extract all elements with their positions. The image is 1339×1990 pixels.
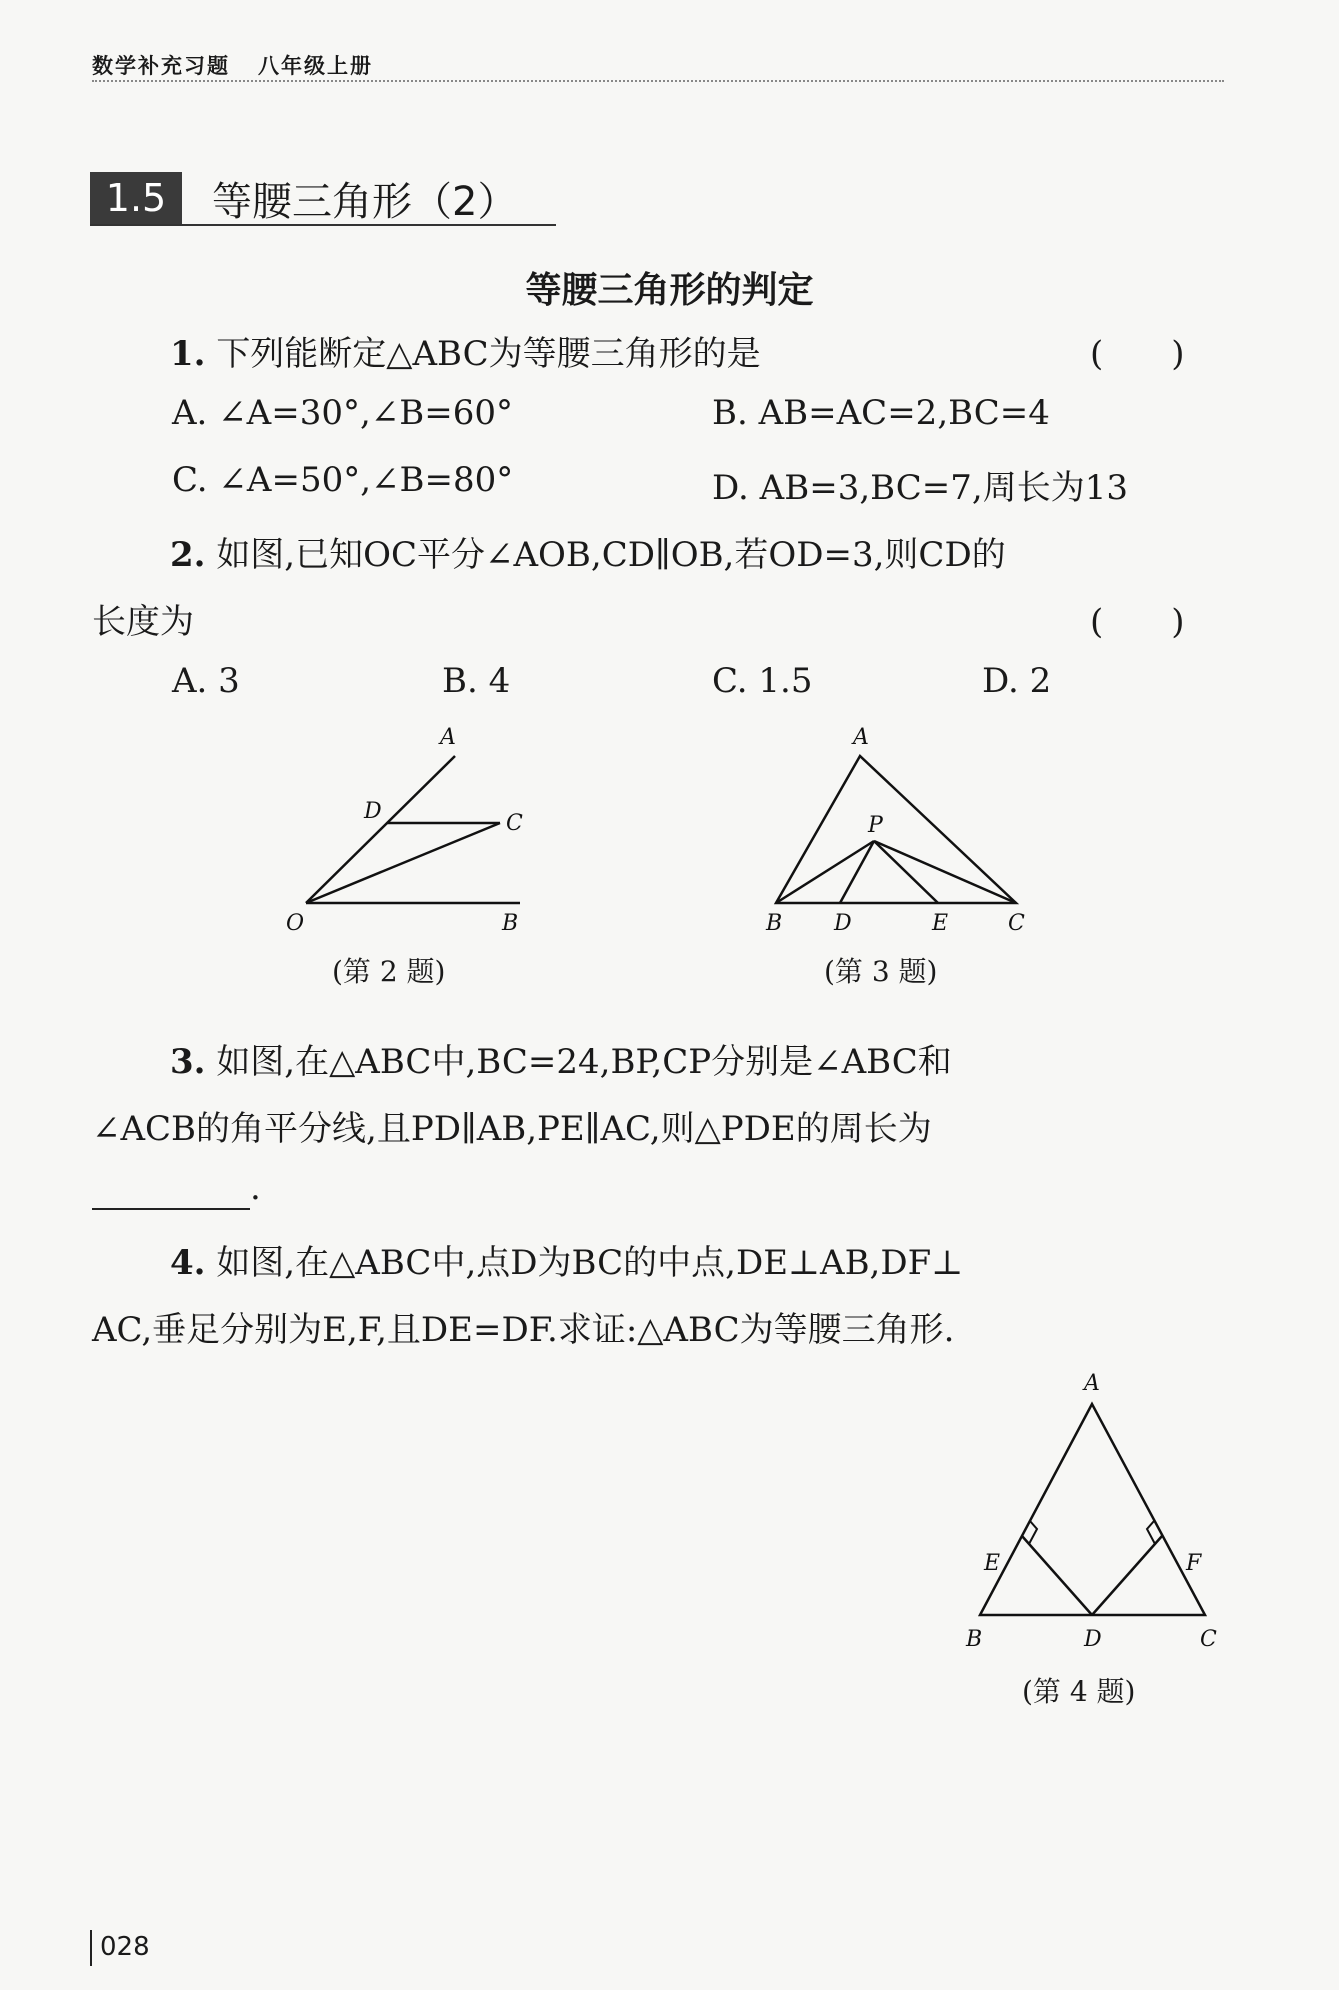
section-underline <box>90 224 556 226</box>
fig3-label-c: C <box>1008 911 1025 936</box>
q2-text: 如图,已知OC平分∠AOB,CD∥OB,若OD=3,则CD的 <box>216 535 1006 575</box>
fig4-label-f: F <box>1186 1551 1202 1576</box>
q2-number: 2. <box>170 535 206 575</box>
section-number: 1.5 <box>90 172 182 224</box>
q3-stem-line2: ∠ACB的角平分线,且PD∥AB,PE∥AC,则△PDE的周长为 <box>92 1109 932 1149</box>
fig3-label-d: D <box>834 911 852 936</box>
page-number-bar <box>90 1930 92 1966</box>
q3-text: 如图,在△ABC中,BC=24,BP,CP分别是∠ABC和 <box>216 1042 952 1082</box>
q3-number: 3. <box>170 1042 206 1082</box>
q1-number: 1. <box>170 334 206 374</box>
fig2-label-c: C <box>506 811 523 836</box>
fig4-label-d: D <box>1084 1627 1102 1652</box>
q1-option-c: C. ∠A=50°,∠B=80° <box>172 460 514 500</box>
q1-stem <box>170 326 761 375</box>
q1-option-b: B. AB=AC=2,BC=4 <box>712 393 1050 433</box>
q2-option-a: A. 3 <box>172 661 240 701</box>
q3-stem <box>170 1034 952 1083</box>
q2-option-d: D. 2 <box>982 661 1052 701</box>
q2-option-c: C. 1.5 <box>712 661 813 701</box>
q4-number: 4. <box>170 1243 206 1283</box>
q4-stem <box>170 1235 963 1284</box>
fig3-caption: (第 3 题) <box>824 955 938 988</box>
q2-answer-paren: ( ) <box>1090 602 1185 642</box>
fig4-triangle-abc <box>980 1404 1205 1615</box>
q3-period: . <box>250 1168 261 1208</box>
fig3-label-e: E <box>932 911 949 936</box>
fig4-label-c: C <box>1200 1627 1217 1652</box>
running-header <box>92 50 373 80</box>
q3-answer-line <box>92 1168 261 1210</box>
header-grade: 八年级上册 <box>258 54 373 78</box>
fig2-caption: (第 2 题) <box>332 955 446 988</box>
header-divider <box>92 80 1224 82</box>
fig4-right-angle-e <box>1029 1521 1037 1544</box>
q4-text: 如图,在△ABC中,点D为BC的中点,DE⊥AB,DF⊥ <box>216 1243 964 1283</box>
section-title: 等腰三角形（2） <box>212 179 518 225</box>
page-number: 028 <box>100 1932 150 1962</box>
header-book: 数学补充习题 <box>92 54 230 78</box>
fig2-label-o: O <box>286 911 305 936</box>
fig3-segment-pe <box>874 841 938 903</box>
fig4-segment-de <box>1022 1536 1092 1615</box>
fig3-label-a: A <box>853 725 869 750</box>
fig2-label-d: D <box>364 799 382 824</box>
subheading: 等腰三角形的判定 <box>525 270 814 311</box>
fig2-segment-oc <box>306 823 500 903</box>
fig4-label-b: B <box>966 1627 983 1652</box>
q2-stem <box>170 527 1006 576</box>
figure-2 <box>280 725 540 938</box>
fig2-ray-oa <box>306 756 455 903</box>
q1-text: 下列能断定△ABC为等腰三角形的是 <box>216 334 761 374</box>
q1-option-a: A. ∠A=30°,∠B=60° <box>172 393 513 433</box>
fig3-segment-bp <box>776 841 874 903</box>
q3-answer-blank[interactable] <box>92 1168 250 1210</box>
fig4-label-a: A <box>1084 1371 1100 1396</box>
fig4-caption: (第 4 题) <box>1022 1675 1136 1708</box>
fig2-label-b: B <box>502 911 519 936</box>
fig3-segment-cp <box>874 841 1016 903</box>
q2-option-b: B. 4 <box>442 661 511 701</box>
fig2-label-a: A <box>440 725 456 750</box>
q1-option-d: D. AB=3,BC=7,周长为13 <box>712 468 1128 508</box>
fig3-label-b: B <box>766 911 783 936</box>
figure-3 <box>758 725 1048 938</box>
fig4-segment-df <box>1092 1536 1162 1615</box>
q1-answer-paren: ( ) <box>1090 334 1185 374</box>
figure-4 <box>960 1370 1230 1660</box>
q4-stem-line2: AC,垂足分别为E,F,且DE=DF.求证:△ABC为等腰三角形. <box>92 1310 955 1350</box>
fig3-label-p: P <box>868 813 883 838</box>
q2-stem-line2: 长度为 <box>92 602 194 642</box>
fig4-label-e: E <box>984 1551 1001 1576</box>
fig4-right-angle-f <box>1147 1521 1155 1544</box>
